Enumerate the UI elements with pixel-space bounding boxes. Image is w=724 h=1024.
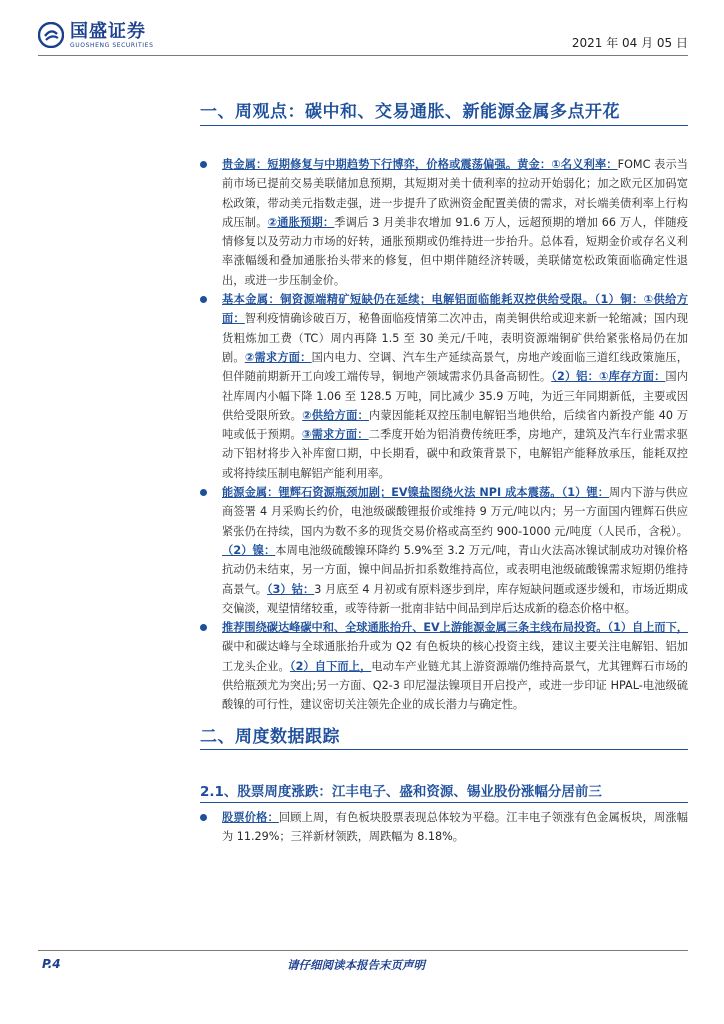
bullet-heading-text: 股票价格： [222, 811, 279, 824]
section-2-bullet-list [200, 808, 688, 847]
bullet-body-text: 国内电力、空调、汽车生产延续高景气，房地产竣面临三道红线政策施压，但伴随前期新开工向竣工端传导，铜地产领域需求仍具备高韧性。 [222, 350, 688, 384]
bullet-body-text: 碳中和碳达峰与全球通胀抬升或为 Q2 有色板块的核心投资主线，建议主要关注电解铝、铝加工龙头企业。 [222, 640, 688, 673]
header-divider [38, 55, 688, 56]
bullet-item [200, 483, 688, 618]
bullet-body-text: 智利疫情确诊破百万，秘鲁面临疫情第二次冲击，南美铜供给或迎来新一轮缩减；国内现货粗炼加工费（TC）周内再降 1.5 至 30 美元/千吨，表明资源端铜矿供给紧张格局仍在加剧。 [222, 312, 688, 364]
bullet-heading-text: 推荐围绕碳达峰碳中和、全球通胀抬升、EV上游能源金属三条主线布局投资。（1）自上而下， [222, 621, 688, 635]
bullet-heading-text: ②通胀预期： [267, 215, 335, 229]
bullet-body-text: 季调后 3 月美非农增加 91.6 万人，远超预期的增加 66 万人，伴随疫情修复以及劳动力市场的好转，通胀预期或仍维持进一步抬升。总体看，短期金价或存名义利率涨幅缓和叠加通胀抬头带来的修复，但中期伴随经济转暖，美联储宽松政策面临确定性退出，或进一步压制金价。 [222, 215, 688, 287]
section-1-bullet-list [200, 155, 688, 715]
bullet-heading-text: 贵金属：短期修复与中期趋势下行博弈，价格或震荡偏强。黄金：①名义利率： [222, 158, 618, 171]
bullet-heading-text: （3）钴： [267, 582, 315, 596]
bullet-body-text: 周内下游与供应商签署 4 月采购长约价，电池级碳酸锂报价或维持 9 万元/吨以内；另一方面国内锂辉石供应紧张仍在持续，国内为数不多的现货交易价格或高至约 900-1000 元/吨度（人民币，含税）。 [222, 486, 688, 538]
bullet-item [200, 618, 688, 714]
bullet-body-text: 二季度开始为铝消费传统旺季，房地产，建筑及汽车行业需求驱动下铝材将步入补库窗口期，中长期看，碳中和政策背景下，电解铝产能释放承压，能耗双控或将持续压制电解铝产能利用率。 [222, 428, 688, 480]
page-header [38, 22, 688, 54]
bullet-body-text: 电动车产业链尤其上游资源端仍维持高景气，尤其锂辉石市场的供给瓶颈尤为突出;另一方面、Q2-3 印尼湿法镍项目开启投产，或进一步印证 HPAL-电池级硫酸镍的可行性，建议密切关注领先企业的成长潜力与确定性。 [222, 659, 688, 712]
logo-chinese-name: 国盛证券 [70, 21, 146, 42]
bullet-heading-text: （2）铝：①库存方面： [551, 370, 666, 384]
section-1-title: 一、周观点：碳中和、交易通胀、新能源金属多点开花 [200, 102, 620, 122]
bullet-item [200, 808, 688, 847]
bullet-heading-text: （2）自下而上， [289, 659, 372, 673]
report-date: 2021 年 04 月 05 日 [571, 36, 688, 50]
bullet-dot-icon [200, 161, 207, 168]
bullet-body-text: 本周电池级硫酸镍环降约 5.9%至 3.2 万元/吨，青山火法高冰镍试制成功对镍价格抗动仍未结束，另一方面，镍中间品折扣系数维持高位，或表明电池级硫酸镍需求短期仍维持高景气。 [222, 543, 688, 596]
subsection-2-1-title: 2.1、股票周度涨跌：江丰电子、盛和资源、锡业股份涨幅分居前三 [200, 784, 602, 800]
bullet-dot-icon [200, 296, 207, 303]
bullet-heading-text: ③需求方面： [301, 428, 369, 442]
bullet-body-text: 回顾上周，有色板块股票表现总体较为平稳。江丰电子领涨有色金属板块，周涨幅为 11.29%；三祥新材领跌，周跌幅为 8.18%。 [222, 811, 688, 844]
guosheng-logo-icon [38, 22, 64, 48]
bullet-body-text: FOMC 表示当前市场已提前交易美联储加息预期，其短期对美十债利率的拉动开始弱化；加之欧元区加码宽松政策，带动美元指数走强，进一步提升了欧洲资金配置美债的需求，对长端美债利率上行构成压制。 [222, 158, 688, 229]
section-1-underline [200, 125, 688, 126]
bullet-dot-icon [200, 624, 207, 631]
bullet-item [200, 290, 688, 483]
subsection-2-1-underline [200, 802, 688, 803]
bullet-heading-text: ②需求方面： [244, 350, 312, 364]
bullet-heading-text: ②供给方面： [302, 408, 369, 422]
bullet-body-text: 国内社库周内小幅下降 1.06 至 128.5 万吨，同比减少 35.9 万吨，为近三年同期新低，主要或因供给受限所致。 [222, 370, 688, 422]
bullet-heading-text: （2）镍： [222, 543, 276, 557]
company-logo [38, 22, 153, 54]
section-2-title: 二、周度数据跟踪 [200, 727, 340, 747]
bullet-heading-text: 能源金属：锂辉石资源瓶颈加剧；EV镍盐图绕火法 NPI 成本震荡。（1）锂： [222, 486, 610, 500]
bullet-body-text: 内蒙因能耗双控压制电解铝当地供给，后续省内新投产能 40 万吨或低于预期。 [222, 408, 688, 442]
bullet-dot-icon [200, 814, 207, 821]
disclaimer-note: 请仔细阅读本报告末页声明 [287, 958, 425, 972]
bullet-item [200, 155, 688, 290]
bullet-body-text: 3 月底至 4 月初或有原料逐步到岸，库存短缺问题或逐步缓和，市场近期成交偏淡，观望情绪较重，或等待新一批南非钴中间品到岸后达成新的稳态价格中枢。 [222, 582, 688, 615]
section-2-underline [200, 749, 688, 750]
logo-english-name: GUOSHENG SECURITIES [70, 42, 154, 49]
footer-divider [38, 950, 688, 951]
page-number: P.4 [42, 957, 61, 971]
bullet-heading-text: 基本金属：铜资源端精矿短缺仍在延续；电解铝面临能耗双控供给受限。（1）铜：①供给方面： [222, 293, 688, 326]
bullet-dot-icon [200, 489, 207, 496]
